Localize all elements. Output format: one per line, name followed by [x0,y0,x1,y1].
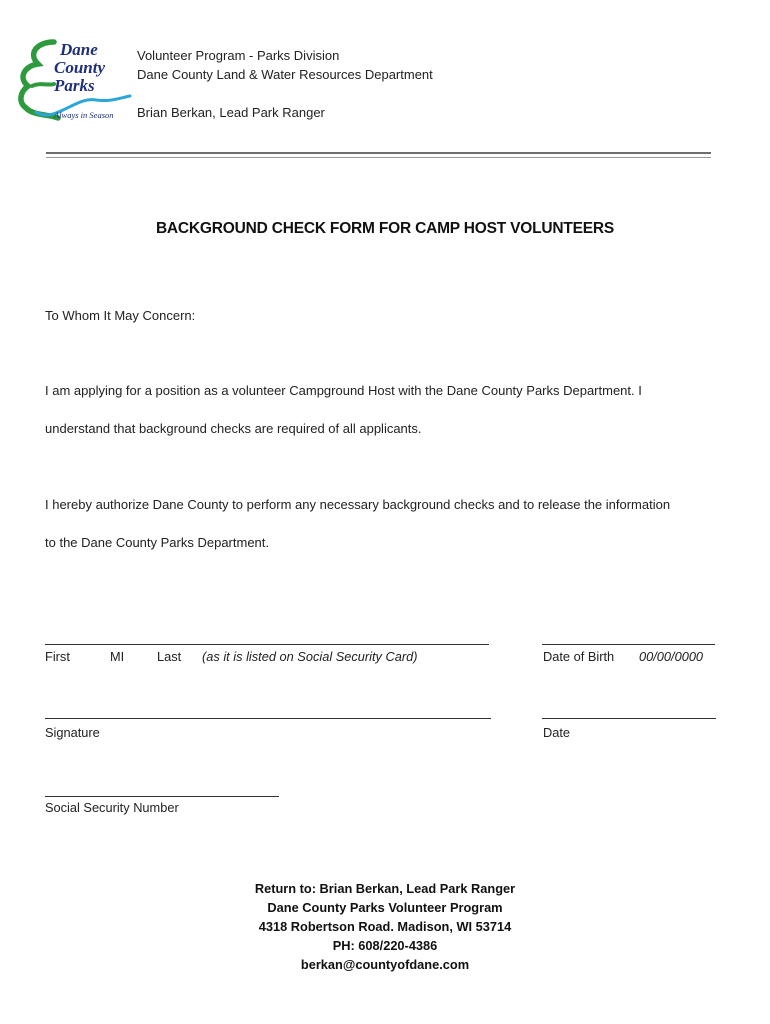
paragraph-2-line-1: I hereby authorize Dane County to perform any necessary background checks and to release the information [45,497,671,512]
ssn-label: Social Security Number [45,800,179,815]
paragraph-2-line-2: to the Dane County Parks Department. [45,535,270,550]
header-contact-name: Brian Berkan, Lead Park Ranger [137,105,325,120]
header-department: Dane County Land & Water Resources Department [137,67,433,82]
header-program: Volunteer Program - Parks Division [137,48,340,63]
name-note: (as it is listed on Social Security Card) [202,649,418,664]
paragraph-1-line-1: I am applying for a position as a volunteer Campground Host with the Dane County Parks Department. I [45,383,642,398]
last-name-label: Last [157,649,182,664]
return-email-line: berkan@countyofdane.com [300,957,470,972]
paragraph-1-line-2: understand that background checks are required of all applicants. [45,421,422,436]
return-address-block [0,879,770,974]
middle-initial-label: MI [110,649,125,664]
return-to-line: Return to: Brian Berkan, Lead Park Ranger [254,881,516,896]
form-title: BACKGROUND CHECK FORM FOR CAMP HOST VOLUNTEERS [155,220,615,237]
logo-text-parks: Parks [54,76,95,95]
header-divider-top [46,152,711,154]
salutation: To Whom It May Concern: [45,308,196,323]
dane-county-parks-logo [14,36,132,128]
date-of-birth-label: Date of Birth [543,649,615,664]
logo-text-dane: Dane [60,40,98,59]
signature-label: Signature [45,725,100,740]
return-phone-line: PH: 608/220-4386 [332,938,438,953]
return-address-line: 4318 Robertson Road. Madison, WI 53714 [258,919,512,934]
date-line[interactable] [542,718,716,719]
logo-text-county: County [54,58,106,77]
ssn-line[interactable] [45,796,279,797]
first-name-label: First [45,649,70,664]
date-label: Date [543,725,571,740]
date-of-birth-placeholder: 00/00/0000 [639,649,704,664]
return-program-line: Dane County Parks Volunteer Program [267,900,503,915]
header-divider-bottom [46,157,711,158]
date-of-birth-line[interactable] [542,644,715,645]
logo-tagline: Always in Season [54,110,114,120]
signature-line[interactable] [45,718,491,719]
name-field-line[interactable] [45,644,489,645]
